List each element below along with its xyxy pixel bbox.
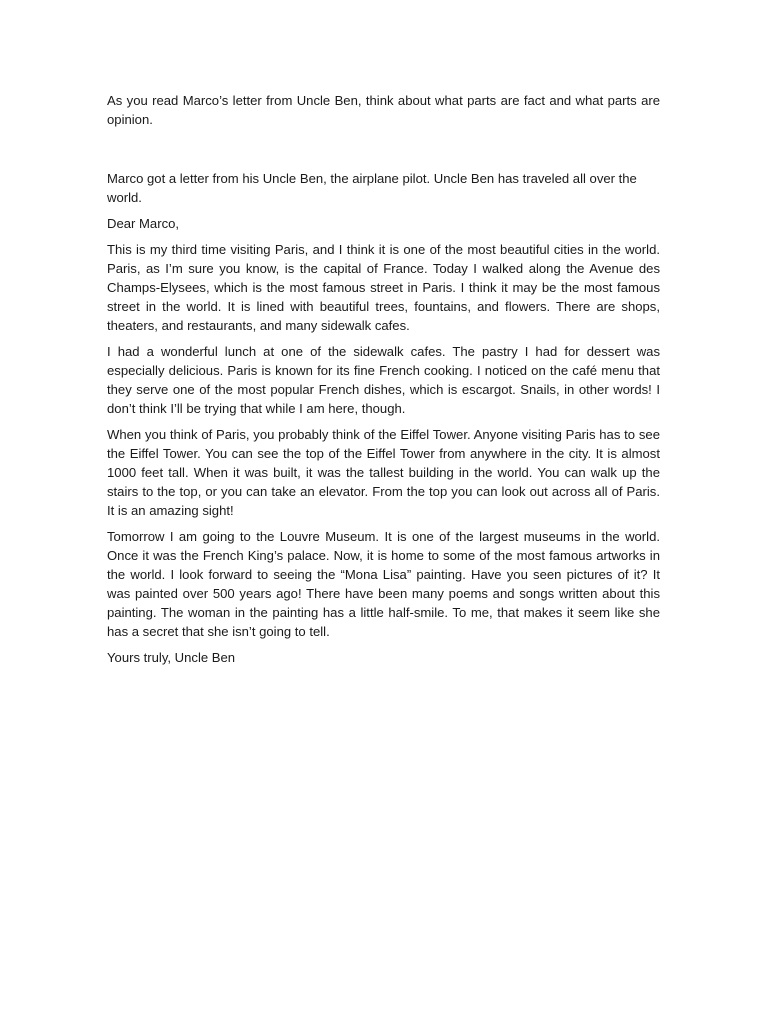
letter-paragraph-paris: This is my third time visiting Paris, and I think it is one of the most beautiful cities in the world. Paris, as I’m sure you know, is the capital of France. Today I walked along the Avenue des Champs-Elysees, which is the most famous street in Paris. I think it may be the most famous street in the world. It is lined with beautiful trees, fountains, and flowers. There are shops, theaters, and restaurants, and many sidewalk cafes. <box>107 242 660 333</box>
document-page <box>107 91 660 667</box>
letter-paragraph-louvre: Tomorrow I am going to the Louvre Museum. It is one of the largest museums in the world. Once it was the French King’s palace. Now, it is home to some of the most famous artworks in the world. I look forward to seeing the “Mona Lisa” painting. Have you seen pictures of it? It was painted over 500 years ago! There have been many poems and songs written about this painting. The woman in the painting has a little half-smile. To me, that makes it seem like she has a secret that she isn’t going to tell. <box>107 529 660 639</box>
letter-closing: Yours truly, Uncle Ben <box>107 650 236 665</box>
letter-paragraph-eiffel-tower: When you think of Paris, you probably think of the Eiffel Tower. Anyone visiting Paris has to see the Eiffel Tower. You can see the top of the Eiffel Tower from anywhere in the city. It is almost 1000 feet tall. When it was built, it was the tallest building in the world. You can walk up the stairs to the top, or you can take an elevator. From the top you can look out across all of Paris. It is an amazing sight! <box>107 427 660 518</box>
letter-paragraph-lunch: I had a wonderful lunch at one of the sidewalk cafes. The pastry I had for dessert was especially delicious. Paris is known for its fine French cooking. I noticed on the café menu that they serve one of the most popular French dishes, which is escargot. Snails, in other words! I don’t think I’ll be trying that while I am here, though. <box>107 344 660 416</box>
instructions-text: As you read Marco’s letter from Uncle Ben, think about what parts are fact and what parts are opinion. <box>107 93 660 127</box>
intro-text: Marco got a letter from his Uncle Ben, the airplane pilot. Uncle Ben has traveled all over the world. <box>107 171 637 205</box>
letter-greeting: Dear Marco, <box>107 216 180 231</box>
